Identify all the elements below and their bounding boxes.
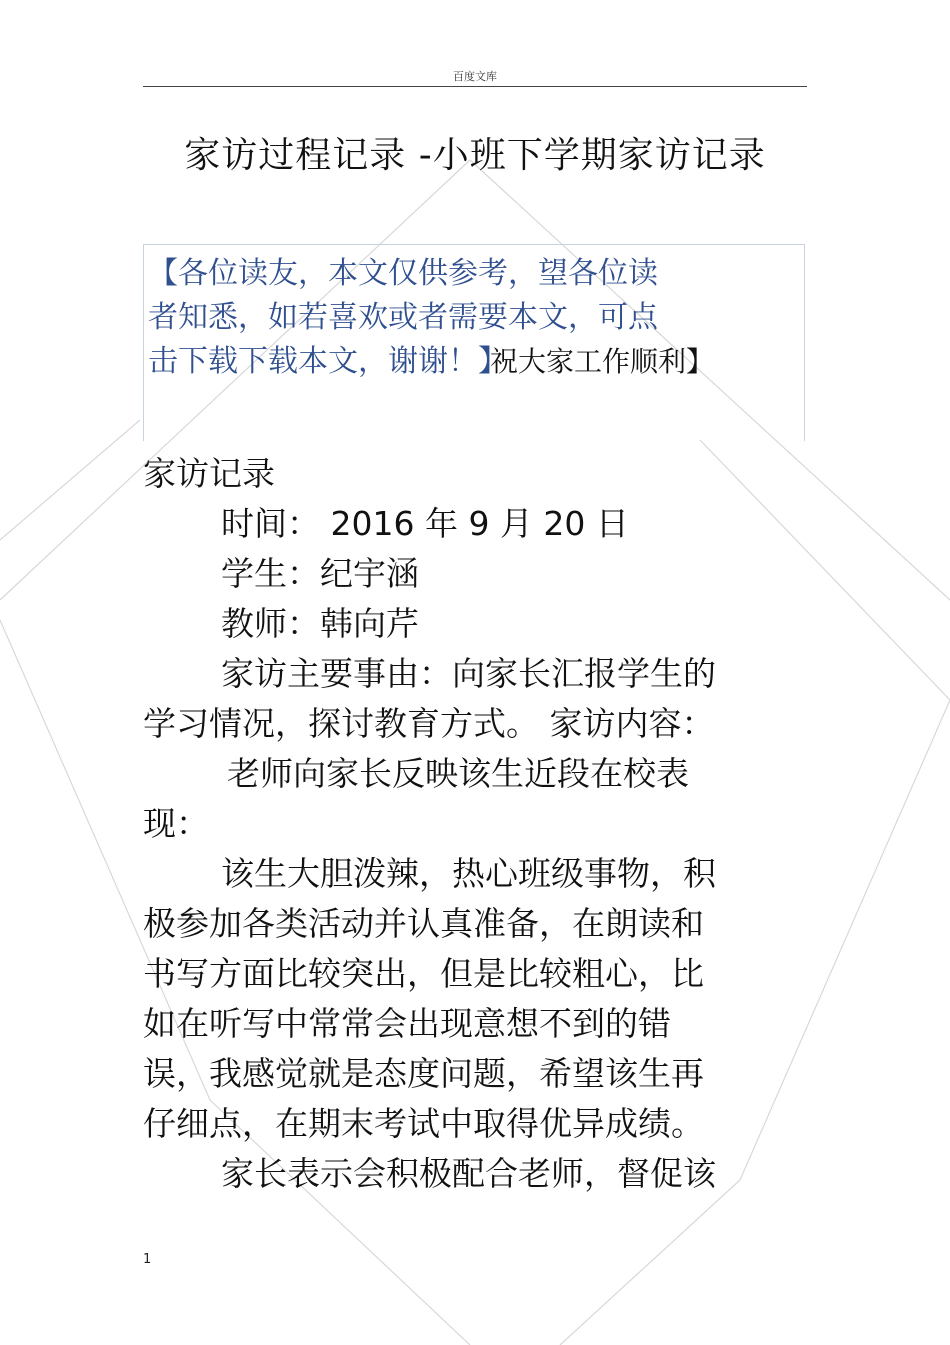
paragraph-1-line-4: 如在听写中常常会出现意想不到的错 xyxy=(143,1004,671,1043)
notice-line-1: 【各位读友，本文仅供参考，望各位读 xyxy=(148,256,658,291)
feedback-line-2: 现： xyxy=(143,804,209,843)
paragraph-1-line-2: 极参加各类活动并认真准备，在朗读和 xyxy=(143,904,704,943)
paragraph-1-line-3: 书写方面比较突出，但是比较粗心，比 xyxy=(143,954,704,993)
page-title: 家访过程记录 -小班下学期家访记录 xyxy=(184,135,766,176)
notice-line-2: 者知悉，如若喜欢或者需要本文，可点 xyxy=(148,300,658,335)
page-number: 1 xyxy=(143,1252,152,1267)
visit-reason-line-1: 家访主要事由：向家长汇报学生的 xyxy=(221,654,716,693)
visit-reason-line-2: 学习情况，探讨教育方式。 家访内容： xyxy=(143,704,715,743)
document-body xyxy=(143,0,783,1345)
paragraph-1-line-6: 仔细点，在期末考试中取得优异成绩。 xyxy=(143,1104,704,1143)
notice-tail: 祝大家工作顺利】 xyxy=(490,345,715,378)
teacher-name: 教师：韩向芹 xyxy=(221,604,419,643)
visit-time: 时间： 2016 年 9 月 20 日 xyxy=(221,504,629,543)
section-heading: 家访记录 xyxy=(143,454,275,493)
notice-line-3: 击下载下载本文，谢谢！】 xyxy=(148,344,508,379)
paragraph-2-line-1: 家长表示会积极配合老师，督促该 xyxy=(221,1154,716,1193)
paragraph-1-line-5: 误，我感觉就是态度问题，希望该生再 xyxy=(143,1054,704,1093)
student-name: 学生：纪宇涵 xyxy=(221,554,419,593)
feedback-line-1: 老师向家长反映该生近段在校表 xyxy=(227,754,689,793)
paragraph-1-line-1: 该生大胆泼辣，热心班级事物，积 xyxy=(221,854,716,893)
header-source: 百度文库 xyxy=(453,70,497,83)
